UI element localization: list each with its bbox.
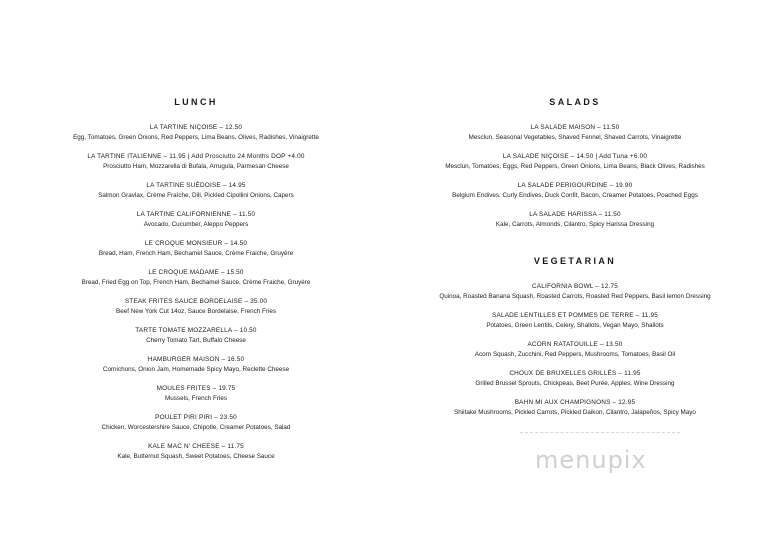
menu-item-description: Avocado, Cucumber, Aleppo Peppers (143, 221, 249, 228)
menu-item (425, 369, 725, 389)
menu-item (425, 181, 725, 201)
menu-item-name: LE CROQUE MONSIEUR – 14.50 (144, 240, 248, 247)
salads-list (425, 123, 725, 230)
menu-item (46, 239, 346, 259)
menu-item-name: LA TARTINE ITALIENNE – 11.95 | Add Prosciutto 24 Months DOP +4.00 (87, 153, 305, 160)
menu-item (425, 152, 725, 172)
menu-item-description: Kale, Carrots, Almonds, Cilantro, Spicy Harissa Dressing (495, 221, 655, 228)
menu-item-name: LA TARTINE SUÉDOISE – 14.95 (146, 182, 246, 189)
menu-item-name: BAHN MI AUX CHAMPIGNONS – 12.95 (514, 399, 636, 406)
menu-item (425, 398, 725, 418)
menu-item (46, 326, 346, 346)
lunch-heading: LUNCH (174, 97, 218, 107)
menupix-watermark: menupix (535, 446, 647, 474)
menu-item-description: Shiitake Mushrooms, Pickled Carrots, Pickled Daikon, Cilantro, Jalapeños, Spicy Mayo (454, 409, 696, 416)
menu-item-description: Bread, Ham, French Ham, Bechamel Sauce, Crème Fraiche, Gruyère (98, 250, 294, 257)
menu-item-description: Mesclun, Seasonal Vegetables, Shaved Fennel, Shaved Carrots, Vinaigrette (468, 134, 682, 141)
menu-item-description: Mesclun, Tomatoes, Eggs, Red Peppers, Green Onions, Lima Beans, Black Olives, Radishes (445, 163, 705, 170)
menu-item-description: Kale, Butternut Squash, Sweet Potatoes, Cheese Sauce (117, 453, 275, 460)
menu-item-description: Belgium Endives, Curly Endives, Duck Confit, Bacon, Creamer Potatoes, Poached Eggs (452, 192, 698, 199)
menu-item-name: KALE MAC N' CHEESE – 11.75 (148, 443, 244, 450)
menu-item-name: HAMBURGER MAISON – 16.50 (147, 356, 245, 363)
menu-item (46, 268, 346, 288)
menu-item-description: Potatoes, Green Lentils, Celery, Shallots, Vegan Mayo, Shallots (486, 322, 664, 329)
watermark-rule (520, 432, 680, 434)
lunch-list (46, 123, 346, 462)
menu-item (46, 181, 346, 201)
menu-item-description: Grilled Brussel Sprouts, Chickpeas, Beet Purée, Apples, Wine Dressing (475, 380, 675, 387)
menu-item (425, 210, 725, 230)
menu-item-description: Mussels, French Fries (165, 395, 227, 402)
menu-item-description: Cherry Tomato Tart, Buffalo Cheese (146, 337, 246, 344)
menu-item-name: LA SALADE HARISSA – 11.50 (529, 211, 621, 218)
menu-item-description: Egg, Tomatoes, Green Onions, Red Peppers, Lima Beans, Olives, Radishes, Vinaigrette (73, 134, 319, 141)
menu-item-description: Chicken, Worcestershire Sauce, Chipotle, Creamer Potatoes, Salad (101, 424, 291, 431)
menu-item-name: LA SALADE MAISON – 11.50 (530, 124, 620, 131)
menu-item (46, 210, 346, 230)
menu-item-name: LA SALADE PERIGOURDINE – 19.90 (517, 182, 633, 189)
menu-item-name: STEAK FRITES SAUCE BORDELAISE – 35.00 (124, 298, 268, 305)
menu-item-name: LA TARTINE CALIFORNIENNE – 11.50 (136, 211, 256, 218)
menu-item (425, 311, 725, 331)
menu-item (425, 340, 725, 360)
menu-item-name: LE CROQUE MADAME – 15.50 (148, 269, 244, 276)
menu-item (46, 384, 346, 404)
menu-item (46, 123, 346, 143)
menu-item-description: Acorn Squash, Zucchini, Red Peppers, Mushrooms, Tomatoes, Basil Oil (474, 351, 676, 358)
menu-item-name: CALIFORNIA BOWL – 12.75 (531, 283, 619, 290)
menu-item-name: LA TARTINE NIÇOISE – 12.50 (149, 124, 243, 131)
menu-item (46, 442, 346, 462)
menu-item-description: Salmon Gravlax, Crème Fraîche, Dill, Pickled Cipollini Onions, Capers (98, 192, 294, 199)
menu-item-description: Quinoa, Roasted Banana Squash, Roasted Carrots, Roasted Red Peppers, Basil lemon Dressing (439, 293, 711, 300)
menu-item-description: Beef New York Cut 14oz, Sauce Bordelaise, French Fries (116, 308, 276, 315)
menu-item (46, 413, 346, 433)
menu-item-name: POULET PIRI PIRI – 23.50 (155, 414, 237, 421)
menu-item (46, 297, 346, 317)
menu-item (425, 282, 725, 302)
menu-item (46, 152, 346, 172)
menu-item-name: TARTE TOMATE MOZZARELLA – 10.50 (135, 327, 257, 334)
menu-item-description: Prosciutto Ham, Mozzarella di Bufala, Arrugula, Parmesan Cheese (103, 163, 289, 170)
menu-item-name: LA SALADE NIÇOISE – 14.50 | Add Tuna +6.00 (502, 153, 648, 160)
menu-item-description: Cornichons, Onion Jam, Homemade Spicy Mayo, Reclette Cheese (102, 366, 290, 373)
menu-item (46, 355, 346, 375)
menu-item (425, 123, 725, 143)
lunch-column (46, 97, 346, 471)
menu-item-name: MOULES FRITES – 19.75 (156, 385, 236, 392)
vegetarian-list (425, 282, 725, 418)
salads-heading: SALADS (549, 97, 601, 107)
menu-item-name: ACORN RATATOUILLE – 13.50 (527, 341, 623, 348)
menu-item-description: Bread, Fried Egg on Top, French Ham, Bechamel Sauce, Crème Fraiche, Gruyère (81, 279, 311, 286)
right-column (425, 97, 725, 427)
menu-item-name: SALADE LENTILLES ET POMMES DE TERRE – 11.95 (492, 312, 658, 319)
vegetarian-heading: VEGETARIAN (533, 256, 617, 266)
menu-item-name: CHOUX DE BRUXELLES GRILLÉS – 11.95 (509, 370, 641, 377)
